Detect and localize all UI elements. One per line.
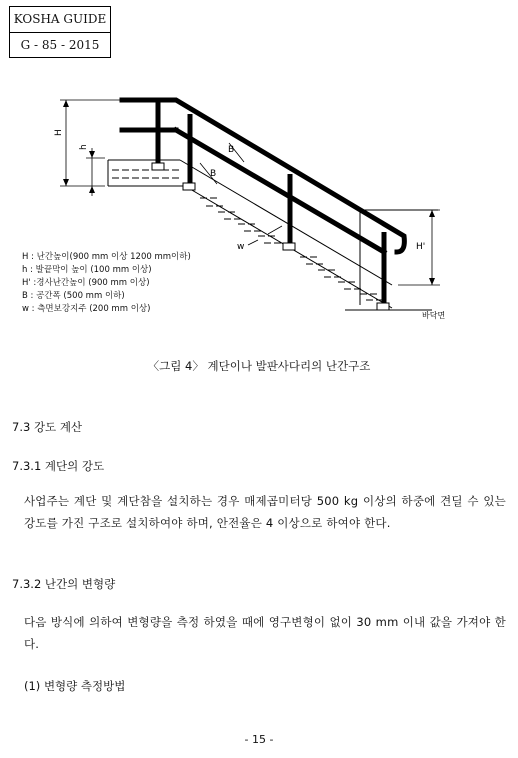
legend-item: h : 발끝막이 높이 (100 mm 이상) <box>22 265 152 275</box>
legend-item: H' :경사난간높이 (900 mm 이상) <box>22 278 150 288</box>
landing-platform <box>108 160 185 186</box>
legend-item: H : 난간높이(900 mm 이상 1200 mm이하) <box>22 252 191 262</box>
legend-item: B : 공간폭 (500 mm 이하) <box>22 291 125 301</box>
label-h: h <box>79 144 89 150</box>
list-item-1: (1) 변형량 측정방법 <box>24 679 126 693</box>
page-number: - 15 - <box>244 733 274 746</box>
label-H: H <box>54 129 64 136</box>
paragraph-7-3-2: 다음 방식에 의하여 변형량을 측정 하였을 때에 영구변형이 없이 30 mm 이내 값을 가져야 한다. <box>24 615 506 651</box>
label-B-upper: B <box>228 145 235 155</box>
section-heading-7-3-1: 7.3.1 계단의 강도 <box>12 459 105 473</box>
figure-legend <box>22 251 191 316</box>
paragraph-7-3-1: 사업주는 계단 및 계단참을 설치하는 경우 매제곱미터당 500 kg 이상의 하중에 견딜 수 있는 강도를 가진 구조로 설치하여야 하며, 안전율은 4 이상으로 하여야 한다. <box>24 494 506 530</box>
label-floor: 바닥면 <box>422 311 446 320</box>
legend-item: w : 측면보강지주 (200 mm 이상) <box>22 304 151 314</box>
figure-caption: 〈그림 4〉 계단이나 발판사다리의 난간구조 <box>147 359 371 373</box>
label-B-lower: B <box>210 169 217 179</box>
header-box <box>9 6 111 58</box>
label-Hprime: H' <box>416 242 426 252</box>
guide-code: G - 85 - 2015 <box>10 32 110 58</box>
label-w: w <box>237 242 245 252</box>
handrails <box>122 100 404 252</box>
section-heading-7-3-2: 7.3.2 난간의 변형량 <box>12 577 116 591</box>
guide-title: KOSHA GUIDE <box>13 12 107 26</box>
section-heading-7-3: 7.3 강도 계산 <box>12 420 83 434</box>
